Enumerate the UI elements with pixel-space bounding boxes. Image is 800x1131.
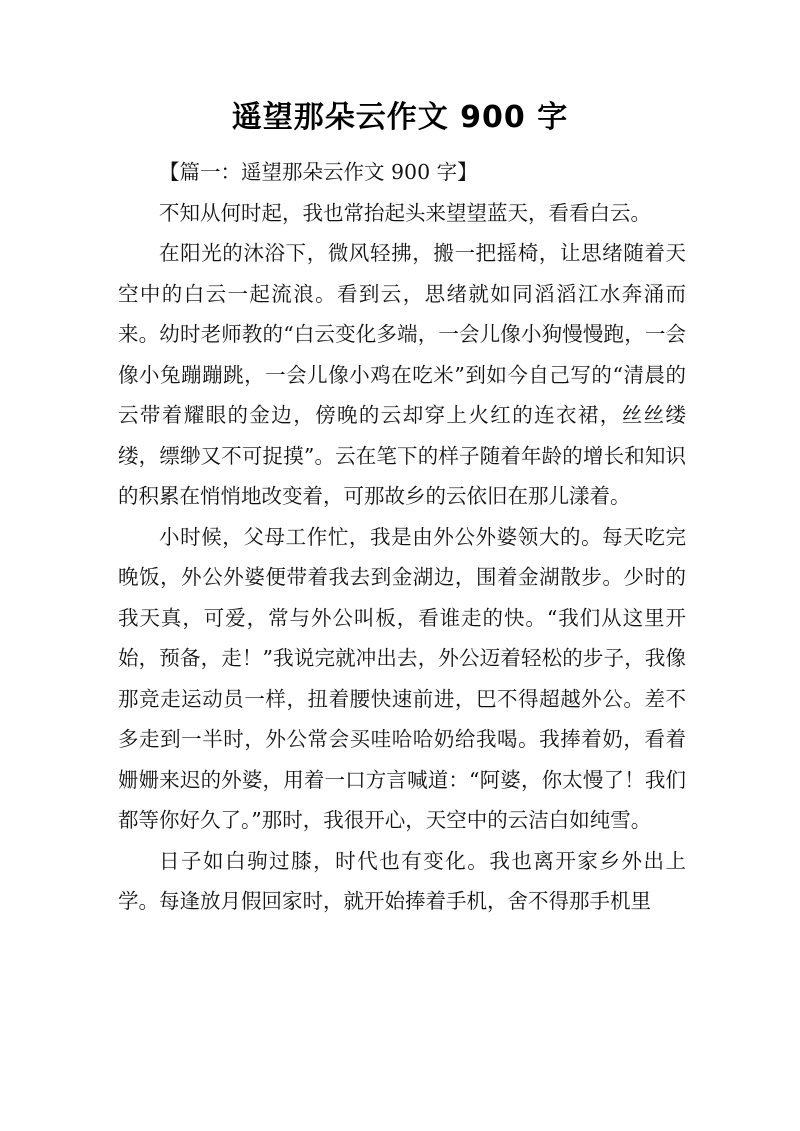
paragraph-1: 不知从何时起，我也常抬起头来望望蓝天，看看白云。 [159,200,651,225]
paragraph-3: 小时候，父母工作忙，我是由外公外婆领大的。每天吃完晚饭，外公外婆便带着我去到金湖边，围着金湖散步。少时的我天真，可爱，常与外公叫板，看谁走的快。“我们从这里开始，预备，走！”我说完就冲出去，外公迈着轻松的步子，我像那竞走运动员一样，扭着腰快速前进，巴不得超越外公。差不多走到一半时，外公常会买哇哈哈奶给我喝。我捧着奶，看着姗姗来迟的外婆，用着一口方言喊道：“阿婆，你太慢了！我们都等你好久了。”那时，我很开心，天空中的云洁白如纯雪。 [118,524,686,832]
document-title: 遥望那朵云作文 900 字 [231,100,569,135]
document-body [118,152,686,922]
paragraph-2: 在阳光的沐浴下，微风轻拂，搬一把摇椅，让思绪随着天空中的白云一起流浪。看到云，思绪就如同滔滔江水奔涌而来。幼时老师教的“白云变化多端，一会儿像小狗慢慢跑，一会像小兔蹦蹦跳，一会儿像小鸡在吃米”到如今自己写的“清晨的云带着耀眼的金边，傍晚的云却穿上火红的连衣裙，丝丝缕缕，缥缈又不可捉摸”。云在笔下的样子随着年龄的增长和知识的积累在悄悄地改变着，可那故乡的云依旧在那儿漾着。 [118,241,686,508]
section-heading: 【篇一：遥望那朵云作文 900 字】 [159,160,478,184]
paragraph-4: 日子如白驹过膝，时代也有变化。我也离开家乡外出上学。每逢放月假回家时，就开始捧着手机，舍不得那手机里 [118,848,686,913]
